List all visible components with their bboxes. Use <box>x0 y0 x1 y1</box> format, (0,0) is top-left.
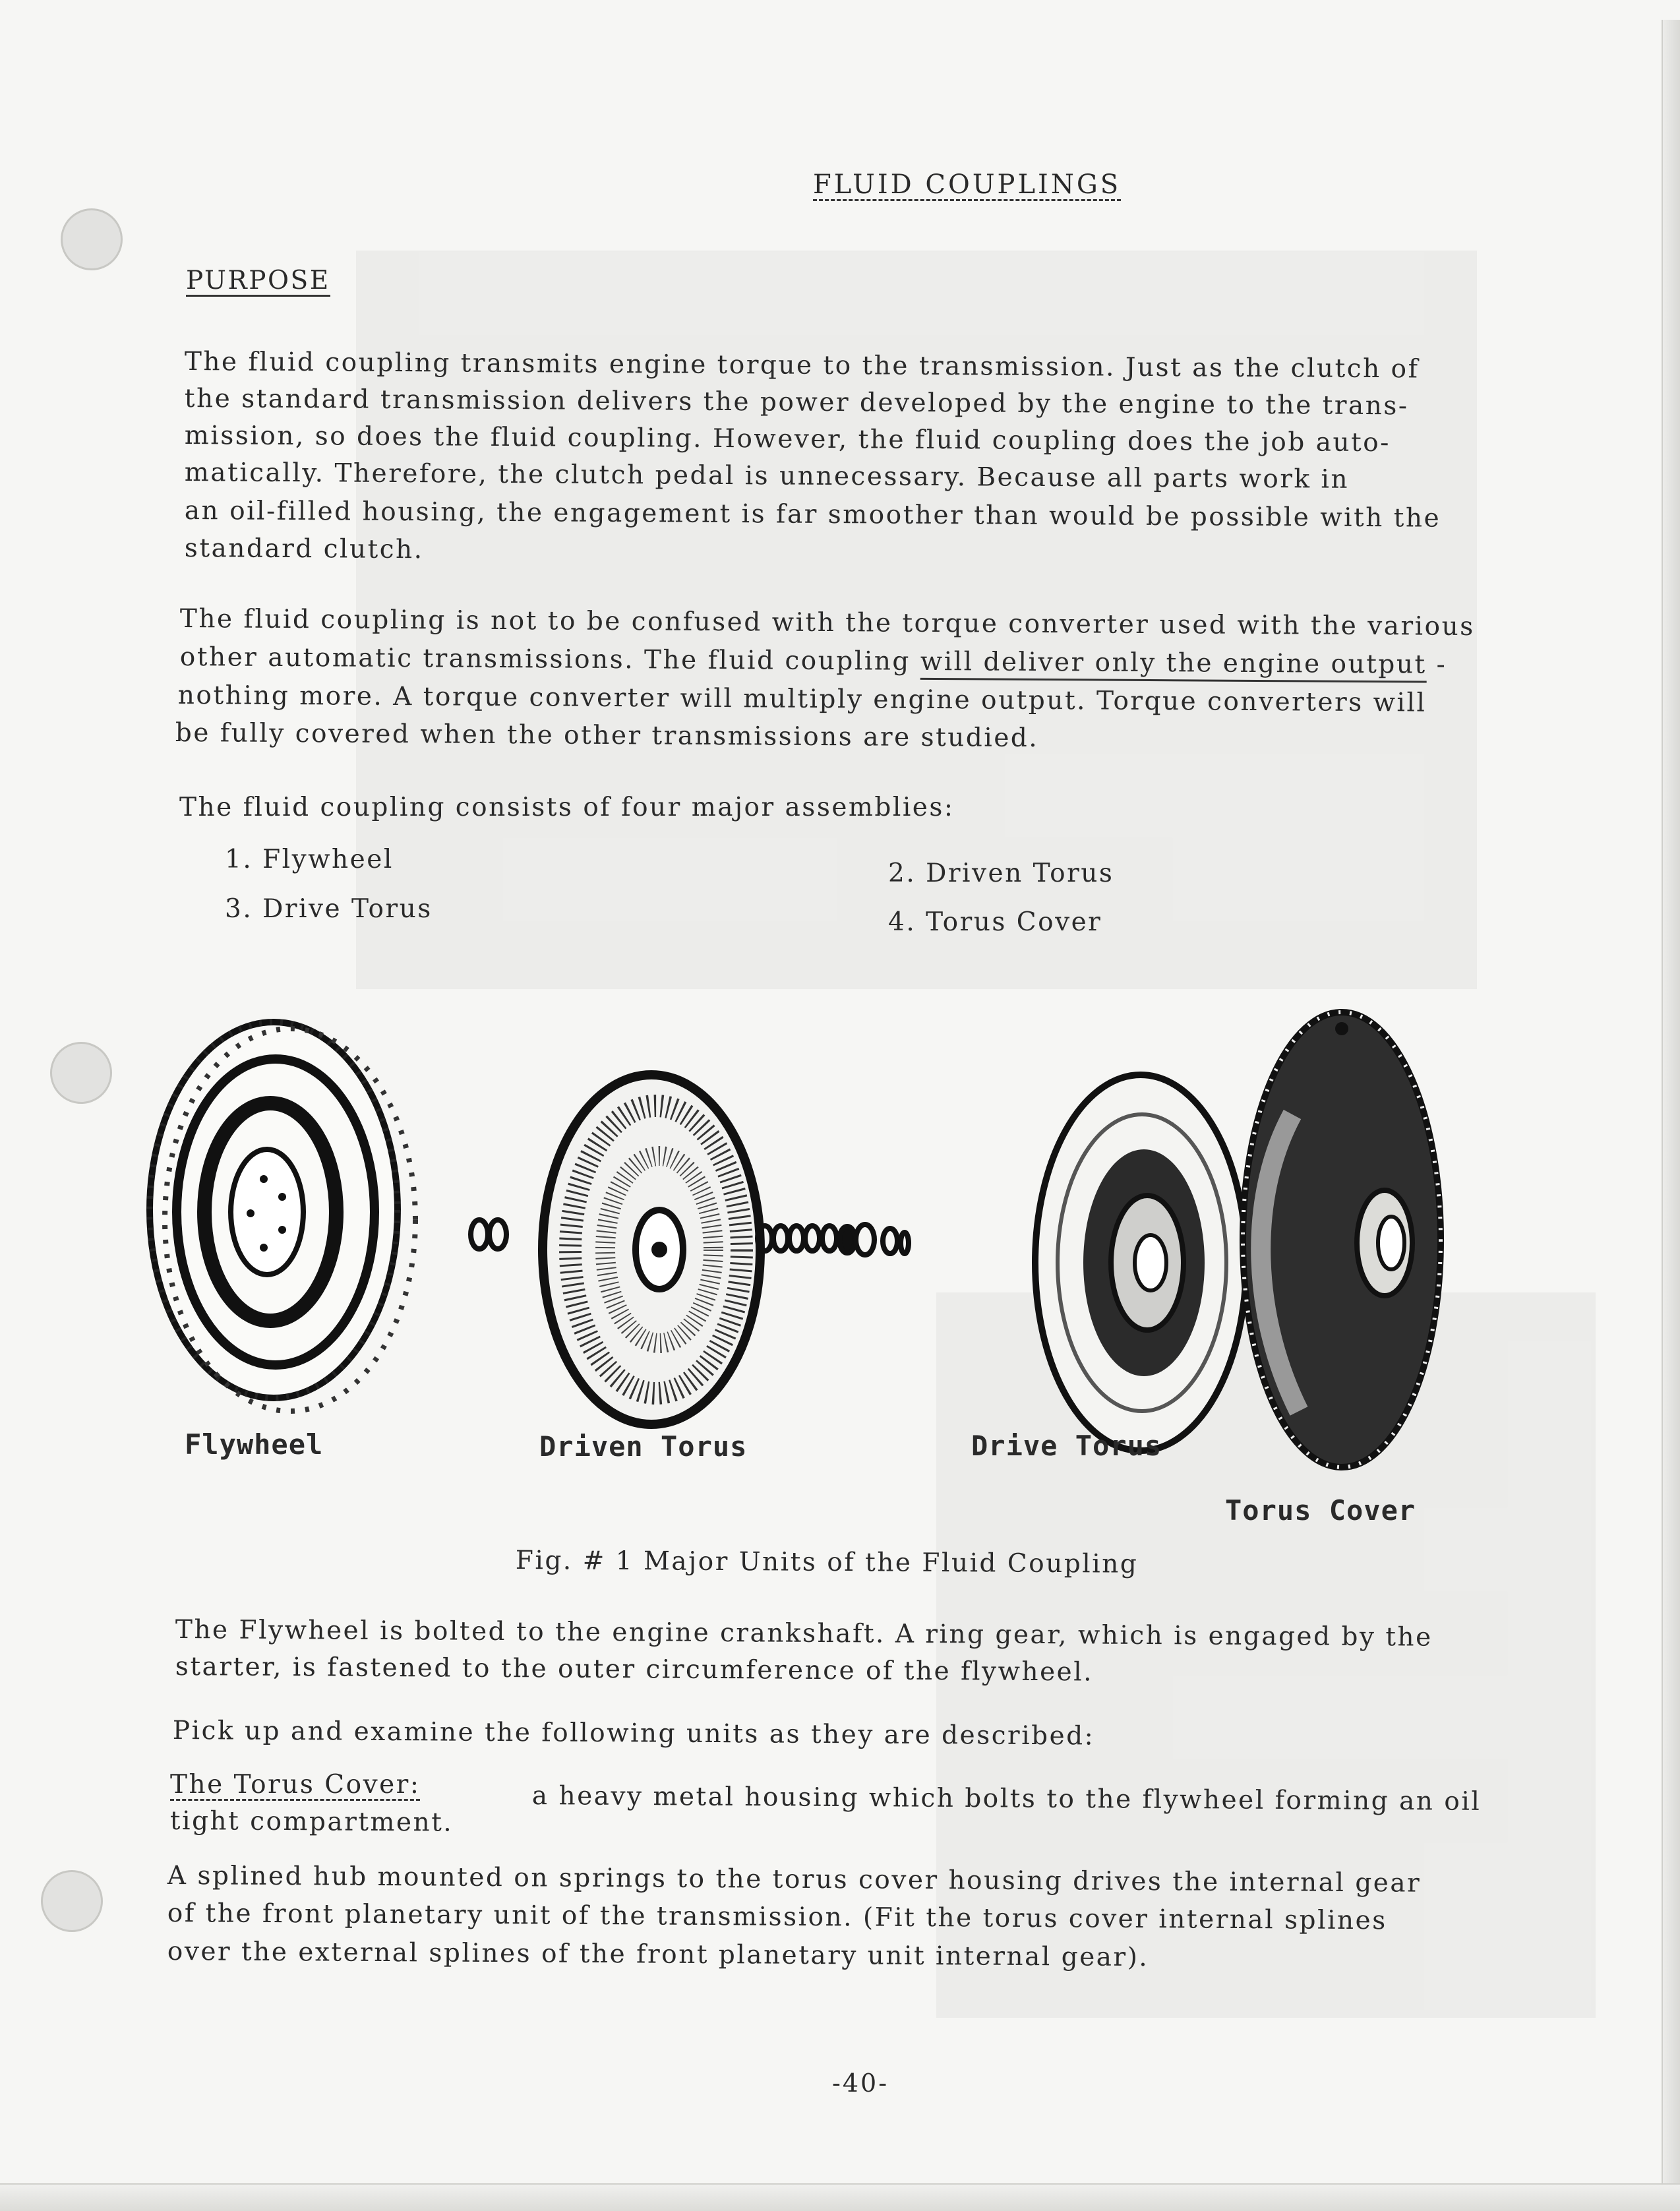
torus-cover-illustration <box>1243 1012 1441 1467</box>
paragraph-line: a heavy metal housing which bolts to the flywheel forming an oil <box>531 1781 1482 1817</box>
paragraph-line: The fluid coupling consists of four major assemblies: <box>179 793 955 822</box>
figure-label-drive-torus: Drive Torus <box>971 1430 1162 1462</box>
paragraph-line: nothing more. A torque converter will multiply engine output. Torque converters will <box>177 681 1427 718</box>
torus-cover-term: The Torus Cover: <box>170 1770 421 1800</box>
assembly-item: 3. Drive Torus <box>225 894 433 924</box>
paragraph-line: The fluid coupling is not to be confused with the torque converter used with the various <box>179 604 1475 642</box>
paragraph-line: an oil-filled housing, the engagement is far smoother than would be possible with the <box>184 496 1441 533</box>
paragraph-line: The Flywheel is bolted to the engine crankshaft. A ring gear, which is engaged by the <box>175 1615 1433 1652</box>
page-number: -40- <box>832 2069 889 2098</box>
page-title: FLUID COUPLINGS <box>813 169 1122 200</box>
paragraph-line: be fully covered when the other transmissions are studied. <box>175 718 1039 753</box>
purpose-heading: PURPOSE <box>186 266 330 295</box>
figure-label-driven-torus: Driven Torus <box>539 1430 748 1463</box>
paragraph-text: - <box>1426 650 1447 680</box>
driven-torus-illustration <box>543 1075 760 1424</box>
paragraph-line: matically. Therefore, the clutch pedal is unnecessary. Because all parts work in <box>184 458 1350 495</box>
paragraph-line: mission, so does the fluid coupling. However, the fluid coupling does the job auto- <box>184 421 1391 458</box>
paragraph-line <box>180 644 1447 678</box>
assembly-item: 1. Flywheel <box>225 845 394 874</box>
assembly-item: 4. Torus Cover <box>888 907 1102 937</box>
paragraph-text: other automatic transmissions. The fluid coupling <box>179 642 911 677</box>
page-edge-right <box>1662 20 1680 2189</box>
figure-caption: Fig. # 1 Major Units of the Fluid Coupling <box>515 1546 1139 1579</box>
binder-hole <box>50 1042 112 1104</box>
paragraph-line: the standard transmission delivers the power developed by the engine to the trans- <box>184 384 1409 421</box>
binder-hole <box>61 208 123 270</box>
paragraph-line: starter, is fastened to the outer circumference of the flywheel. <box>175 1652 1094 1687</box>
paragraph-line: of the front planetary unit of the transmission. (Fit the torus cover internal splines <box>167 1898 1387 1936</box>
paragraph-line: A splined hub mounted on springs to the torus cover housing drives the internal gear <box>167 1861 1422 1898</box>
paragraph-line: Pick up and examine the following units as they are described: <box>172 1716 1095 1751</box>
page-edge-bottom <box>0 2183 1680 2211</box>
binder-hole <box>41 1870 103 1932</box>
paragraph-line: The fluid coupling transmits engine torque to the transmission. Just as the clutch of <box>184 347 1420 384</box>
paragraph-line: tight compartment. <box>169 1806 454 1838</box>
fluid-coupling-figure <box>132 1002 1470 1503</box>
drive-torus-illustration <box>1035 1075 1246 1451</box>
figure-label-flywheel: Flywheel <box>185 1428 324 1461</box>
flywheel-illustration <box>150 1022 415 1411</box>
underlined-phrase: will deliver only the engine output <box>920 647 1427 683</box>
figure-label-torus-cover: Torus Cover <box>1225 1494 1416 1527</box>
assembly-item: 2. Driven Torus <box>888 859 1114 888</box>
paragraph-line: standard clutch. <box>184 533 424 565</box>
paragraph-line: over the external splines of the front planetary unit internal gear). <box>167 1937 1149 1973</box>
